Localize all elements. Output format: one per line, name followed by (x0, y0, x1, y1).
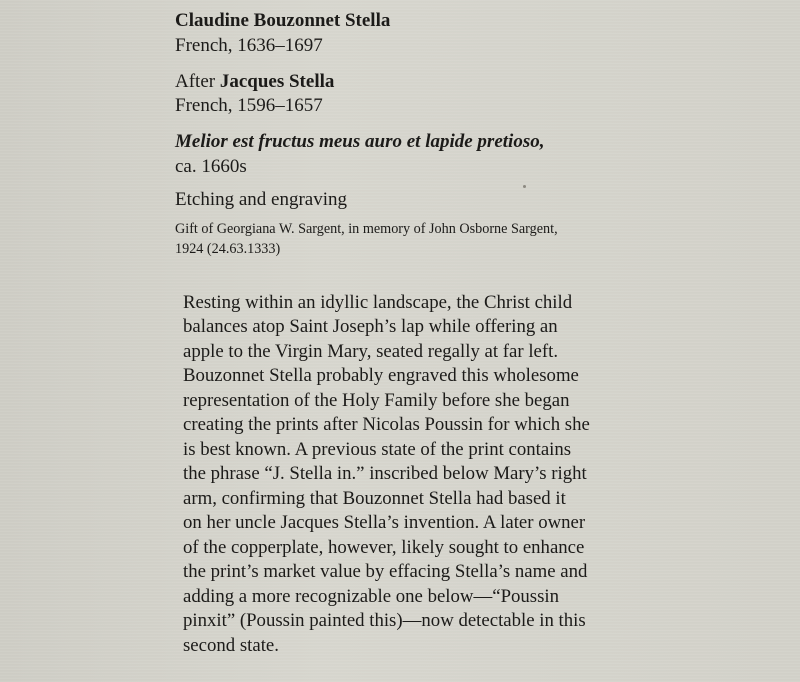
artist-name: Claudine Bouzonnet Stella (175, 10, 391, 31)
description-line: Resting within an idyllic landscape, the Christ child (183, 292, 573, 313)
after-artist-nationality-dates: French, 1596–1657 (175, 95, 323, 116)
credit-line-1: Gift of Georgiana W. Sargent, in memory of John Osborne Sargent, (175, 221, 558, 237)
after-artist-name: Jacques Stella (219, 71, 335, 92)
description-line: is best known. A previous state of the print contains (183, 439, 572, 460)
surface-speck (523, 185, 526, 188)
description-line: second state. (183, 635, 279, 656)
after-prefix: After (175, 71, 220, 92)
description-line: apple to the Virgin Mary, seated regally at far left. (183, 341, 559, 362)
artwork-date: ca. 1660s (175, 156, 247, 177)
after-artist-line (175, 71, 334, 93)
description-line: pinxit” (Poussin painted this)—now detectable in this (183, 610, 586, 631)
description-line: balances atop Saint Joseph’s lap while offering an (183, 316, 558, 337)
artwork-medium: Etching and engraving (175, 189, 348, 210)
description-line: the print’s market value by effacing Stella’s name and (183, 561, 588, 582)
description-line: of the copperplate, however, likely sought to enhance (183, 537, 585, 558)
artwork-title: Melior est fructus meus auro et lapide pretioso, (175, 131, 545, 152)
description-line: representation of the Holy Family before she began (183, 390, 570, 411)
description-line: arm, confirming that Bouzonnet Stella had based it (183, 488, 566, 509)
credit-line-2: 1924 (24.63.1333) (175, 241, 281, 257)
description-line: Bouzonnet Stella probably engraved this wholesome (183, 365, 579, 386)
artist-nationality-dates: French, 1636–1697 (175, 35, 323, 56)
description-line: creating the prints after Nicolas Poussin for which she (183, 414, 590, 435)
description-line: the phrase “J. Stella in.” inscribed below Mary’s right (183, 463, 587, 484)
description-line: on her uncle Jacques Stella’s invention. A later owner (183, 512, 586, 533)
description-line: adding a more recognizable one below—“Poussin (183, 586, 560, 607)
